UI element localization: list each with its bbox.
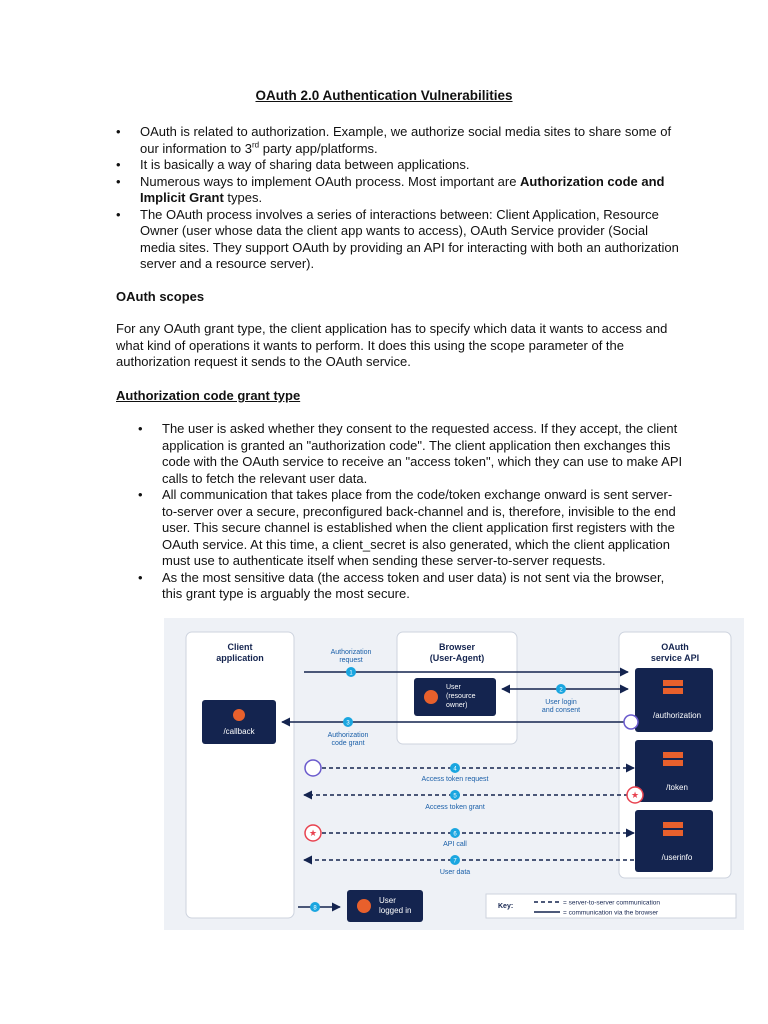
step-5-label: Access token grant	[425, 804, 485, 811]
key-dashed-label: = server-to-server communication	[563, 899, 660, 907]
logged-in-label-line2: logged in	[379, 906, 412, 915]
step-5-number: 5	[453, 793, 457, 800]
bullet-icon: •	[116, 206, 121, 222]
bullet-icon: •	[116, 157, 121, 172]
step-2-label-line2: and consent	[541, 707, 581, 714]
user-box-label-line3: owner)	[446, 702, 468, 709]
token-label: /token	[666, 783, 688, 792]
step-2-label: User login	[545, 699, 577, 706]
auth-code-heading: Authorization code grant type	[116, 388, 301, 403]
authorization-label: /authorization	[652, 711, 702, 720]
code-token-icon	[624, 715, 638, 729]
oauth-title-line2: service API	[650, 653, 700, 663]
callback-icon	[233, 709, 245, 721]
authorization-endpoint-box	[635, 668, 713, 732]
scopes-paragraph: For any OAuth grant type, the client application has to specify which data it wants to access and what kind of operations it wants to perform. It does this using the scope parameter of the authorization request it sends to the OAuth service.	[116, 321, 668, 369]
list-item: • The OAuth process involves a series of interactions between: Client Application, Resource Owner (user whose data the client app wants to access), OAuth Service provider (Social media sites. They support OAuth by providing an API for interacting with both an authorization server and a resource server).	[116, 206, 679, 271]
step-6-number: 6	[453, 831, 457, 838]
bullet-icon: •	[116, 124, 121, 139]
browser-title: Browser	[438, 642, 476, 652]
oauth-flow-diagram	[164, 618, 744, 930]
auth-code-bullet-list	[138, 421, 686, 603]
step-6-label: API call	[443, 841, 467, 848]
list-item: • Numerous ways to implement OAuth process. Most important are Authorization code and Implicit Grant types.	[116, 173, 665, 205]
bullet-icon: •	[138, 421, 143, 436]
list-item: • The user is asked whether they consent to the requested access. If they accept, the client application is granted an "authorization code". The client application then exchanges this code with the OAuth service to receive an "access token", which they can use to make API calls to fetch the relevant user data.	[138, 421, 683, 486]
step-8-number: 8	[313, 905, 317, 912]
step-1-label-line2: request	[339, 657, 363, 664]
user-icon	[424, 690, 438, 704]
bullet-icon: •	[138, 487, 143, 502]
step-2-number: 2	[559, 687, 563, 694]
user-icon	[357, 899, 371, 913]
key-title: Key:	[498, 903, 514, 910]
step-7-number: 7	[453, 858, 457, 865]
user-box-label: User	[446, 684, 461, 691]
step-4-label: Access token request	[421, 776, 489, 783]
bullet-icon: •	[116, 173, 121, 189]
server-icon	[663, 680, 683, 686]
client-title-line2: application	[216, 653, 264, 663]
star-icon: ★	[308, 828, 318, 838]
emphasis-text: Authorization code and Implicit Grant	[140, 173, 665, 205]
scopes-heading: OAuth scopes	[116, 289, 205, 304]
step-4-number: 4	[453, 766, 457, 773]
server-icon	[663, 760, 683, 766]
userinfo-label: /userinfo	[661, 853, 693, 862]
list-item: • OAuth is related to authorization. Example, we authorize social media sites to share some of our information to 3rd party app/platforms.	[116, 124, 672, 156]
step-3-number: 3	[346, 720, 350, 727]
token-endpoint-box	[635, 740, 713, 802]
server-icon	[663, 830, 683, 836]
browser-title-line2: (User-Agent)	[429, 653, 485, 663]
step-3-label-line2: code grant	[331, 740, 365, 747]
user-box-label-line2: (resource	[446, 693, 476, 700]
star-icon: ★	[630, 790, 640, 800]
step-1-number: 1	[349, 670, 353, 677]
server-icon	[663, 752, 683, 758]
logged-in-label: User	[379, 896, 396, 905]
key-solid-label: = communication via the browser	[563, 909, 659, 917]
callback-label: /callback	[223, 727, 255, 736]
list-item: • As the most sensitive data (the access token and user data) is not sent via the browser, this grant type is arguably the most secure.	[138, 569, 665, 601]
document-title: OAuth 2.0 Authentication Vulnerabilities	[255, 88, 513, 103]
intro-bullet-list	[116, 124, 686, 273]
client-column	[186, 632, 294, 918]
server-icon	[663, 822, 683, 828]
list-item: • It is basically a way of sharing data between applications.	[116, 157, 470, 172]
bullet-icon: •	[138, 569, 143, 585]
userinfo-endpoint-box	[635, 810, 713, 872]
step-1-label: Authorization	[330, 649, 372, 656]
client-secret-icon	[305, 760, 321, 776]
server-icon	[663, 688, 683, 694]
client-title: Client	[227, 642, 253, 652]
callback-box	[202, 700, 276, 744]
list-item: • All communication that takes place from the code/token exchange onward is sent server-to-server over a secure, preconfigured back-channel and is, therefore, invisible to the end user. This secure channel is established when the client application first registers with the OAuth service. At this time, a client_secret is also generated, which the client application must use to authenticate itself when sending these server-to-server requests.	[138, 487, 676, 568]
oauth-title: OAuth	[661, 642, 689, 652]
step-7-label: User data	[439, 869, 471, 876]
step-3-label: Authorization	[327, 732, 369, 739]
